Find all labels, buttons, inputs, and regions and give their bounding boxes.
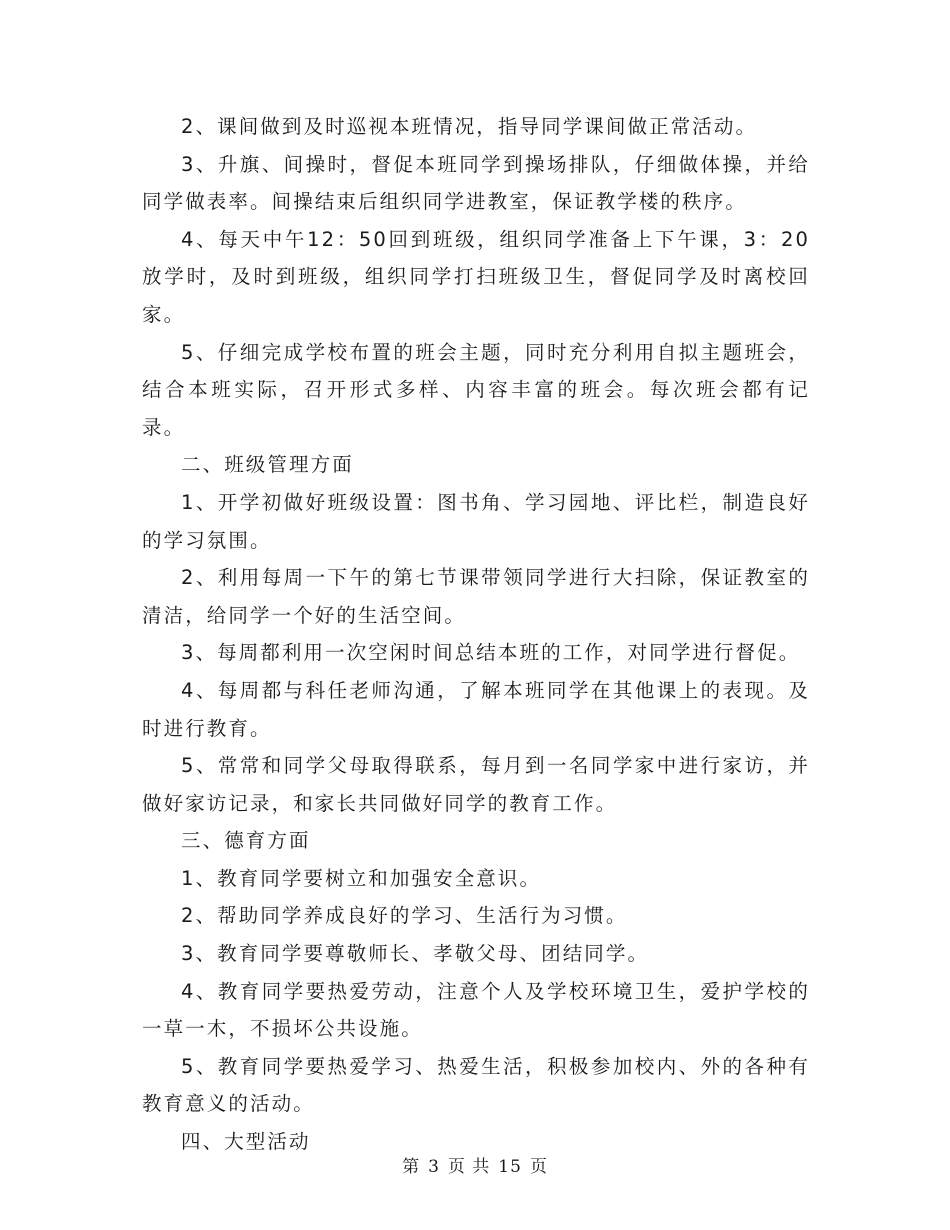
paragraph: 5、教育同学要热爱学习、热爱生活，积极参加校内、外的各种有教育意义的活动。 — [142, 1054, 810, 1116]
total-pages: 15 — [498, 1157, 522, 1177]
paragraph: 2、帮助同学养成良好的学习、生活行为习惯。 — [181, 904, 628, 928]
paragraph: 4、教育同学要热爱劳动，注意个人及学校环境卫生，爱护学校的一草一木，不损坏公共设施。 — [142, 979, 810, 1041]
paragraph: 5、常常和同学父母取得联系，每月到一名同学家中进行家访，并做好家访记录，和家长共同做好同学的教育工作。 — [142, 754, 810, 815]
footer-middle: 页 共 — [447, 1157, 491, 1177]
paragraph: 1、开学初做好班级设置：图书角、学习园地、评比栏，制造良好的学习氛围。 — [142, 490, 810, 552]
paragraph: 3、升旗、间操时，督促本班同学到操场排队，仔细做体操，并给同学做表率。间操结束后组织同学进教室，保证教学楼的秩序。 — [142, 152, 810, 214]
section-heading: 四、大型活动 — [181, 1130, 311, 1154]
page-footer — [0, 1152, 950, 1177]
paragraph: 1、教育同学要树立和加强安全意识。 — [181, 866, 542, 890]
section-heading: 三、德育方面 — [181, 829, 311, 853]
paragraph: 2、利用每周一下午的第七节课带领同学进行大扫除，保证教室的清洁，给同学一个好的生活空间。 — [142, 566, 810, 627]
paragraph: 2、课间做到及时巡视本班情况，指导同学课间做正常活动。 — [181, 115, 758, 138]
footer-prefix: 第 — [402, 1157, 421, 1177]
paragraph: 4、每周都与科任老师沟通，了解本班同学在其他课上的表现。及时进行教育。 — [142, 678, 810, 740]
paragraph: 3、每周都利用一次空闲时间总结本班的工作，对同学进行督促。 — [181, 641, 801, 665]
paragraph: 5、仔细完成学校布置的班会主题，同时充分利用自拟主题班会，结合本班实际，召开形式多样、内容丰富的班会。每次班会都有记录。 — [142, 340, 810, 439]
footer-suffix: 页 — [529, 1157, 548, 1177]
page-number: 3 — [428, 1157, 440, 1177]
section-heading: 二、班级管理方面 — [181, 453, 354, 477]
paragraph: 3、教育同学要尊敬师长、孝敬父母、团结同学。 — [181, 942, 650, 966]
document-body — [142, 108, 810, 1161]
paragraph: 4、每天中午12：50回到班级，组织同学准备上下午课，3：20放学时，及时到班级，组织同学打扫班级卫生，督促同学及时离校回家。 — [142, 227, 810, 326]
